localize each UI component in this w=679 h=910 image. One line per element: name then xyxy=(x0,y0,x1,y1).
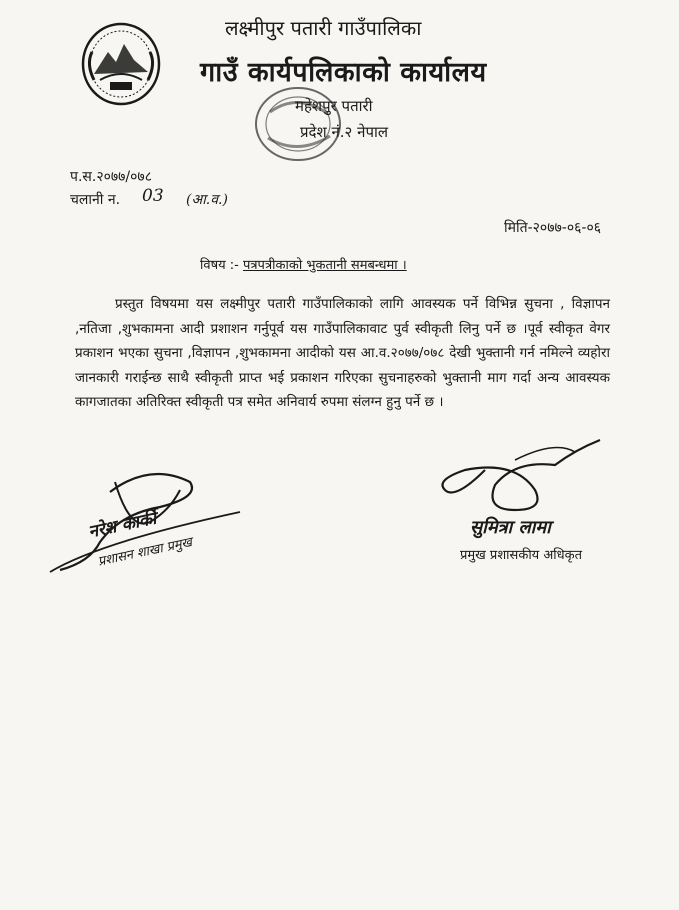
letter-body: प्रस्तुत विषयमा यस लक्ष्मीपुर पतारी गाउँपालिकाको लागि आवस्यक पर्ने विभिन्न सुचना , विज्ञापन ,नतिजा ,शुभकामना आदी प्रशाशन गर्नुपूर्व यस गाउँपालिकावाट पुर्व स्वीकृती लिनु पर्ने छ ।पूर्व स्वीकृत वेगर प्रकाशन भएका सुचना ,विज्ञापन ,शुभकामना आदीको यस आ.व.२०७७/०७८ देखी भुक्तानी गर्न नमिल्ने व्यहोरा जानकारी गराईन्छ साथै स्वीकृती प्राप्त भई प्रकाशन गरिएका सुचनाहरुको भुक्तानी माग गर्दा अन्य आवस्यक कागजातका अतिरिक्त स्वीकृती पत्र समेत अनिवार्य रुपमा संलग्न हुनु पर्ने छ । xyxy=(75,296,610,410)
municipality-name: लक्ष्मीपुर पतारी गाउँपालिका xyxy=(225,16,422,40)
left-signatory-name: नरेश कार्की xyxy=(86,508,159,543)
reference-ps: प.स.२०७७/०७८ xyxy=(70,169,152,185)
chalani-label: चलानी न. xyxy=(70,192,121,208)
left-signatory-title: प्रशासन शाखा प्रमुख xyxy=(96,534,194,570)
chalani-number: 03 xyxy=(142,186,164,206)
nepal-emblem-icon xyxy=(80,22,162,106)
right-signatory-name: सुमित्रा लामा xyxy=(470,517,551,538)
letter-date: मिति-२०७७-०६-०६ xyxy=(504,220,601,236)
right-signatory-title: प्रमुख प्रशासकीय अधिकृत xyxy=(460,548,583,563)
subject-label: विषय :- xyxy=(200,258,239,273)
subject-line xyxy=(200,255,407,273)
subject-text: पत्रपत्रीकाको भुकतानी समबन्धमा । xyxy=(243,258,407,273)
office-place: महेशपुर पतारी xyxy=(295,97,373,115)
office-province: प्रदेश नं.२ नेपाल xyxy=(300,123,389,141)
chalani-note: (आ.व.) xyxy=(186,192,228,208)
office-name: गाउँ कार्यपलिकाको कार्यालय xyxy=(200,57,487,88)
